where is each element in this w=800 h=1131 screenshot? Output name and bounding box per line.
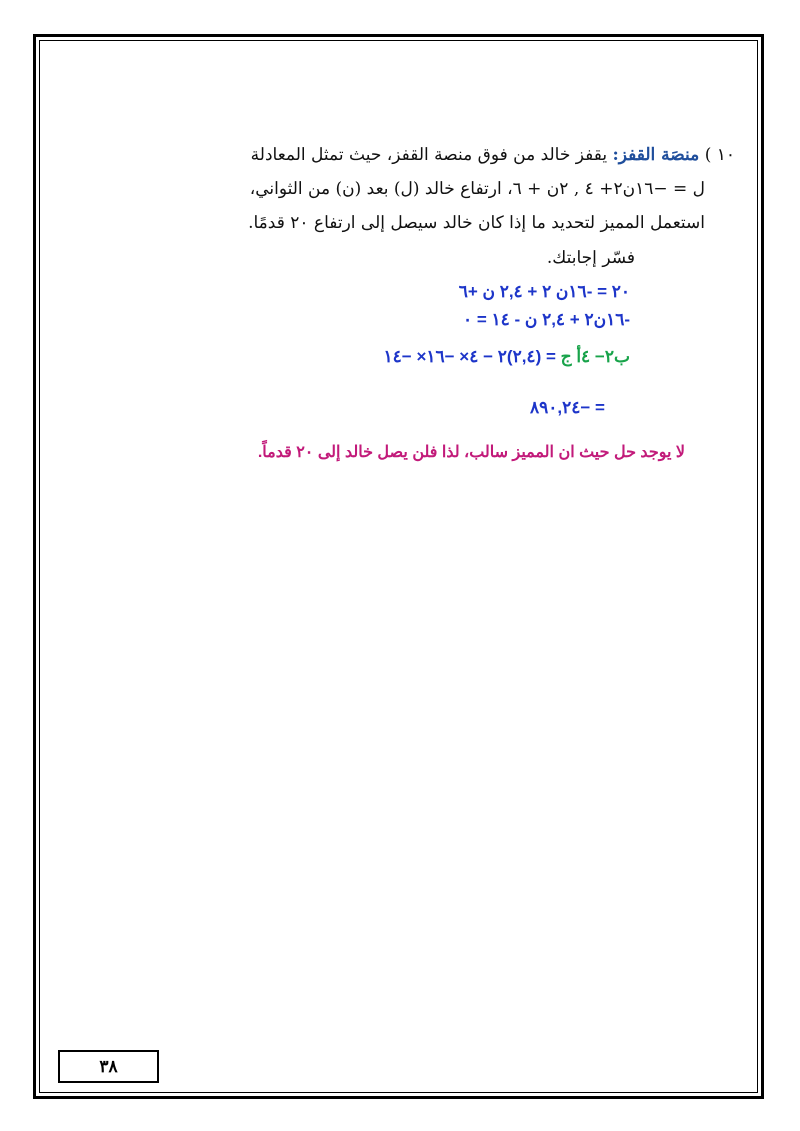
problem-line-1 (251, 145, 735, 165)
equation-line-2: -١٦ن٢ + ٢,٤ ن - ١٤ = ٠ (462, 310, 630, 329)
equation-line-1: ٢٠ = -١٦ن ٢ + ٢,٤ ن +٦ (458, 282, 630, 301)
discriminant-result: = −٨٩٠,٢٤ (530, 398, 605, 417)
problem-number: ١٠ ) (704, 145, 735, 165)
discriminant-substitution: = (٢,٤)٢ − ٤× −١٦× −١٤ (383, 347, 561, 366)
problem-topic: منصَة القفز: (612, 145, 700, 165)
discriminant-formula: ب٢− ٤أ ج (560, 347, 630, 366)
discriminant-line (384, 347, 630, 367)
page-number-box (58, 1050, 159, 1083)
problem-line-2: ل = −١٦ن٢+ ٤ , ٢ن + ٦، ارتفاع خالد (ل) بعد (ن) من الثواني، (249, 179, 705, 199)
problem-text-1: يقفز خالد من فوق منصة القفز، حيث تمثل المعادلة (250, 145, 608, 165)
problem-line-4: فسّر إجابتك. (546, 248, 635, 268)
problem-line-3: استعمل المميز لتحديد ما إذا كان خالد سيصل إلى ارتفاع ٢٠ قدمًا. (248, 213, 705, 233)
page-number: ٣٨ (99, 1057, 118, 1076)
conclusion-text: لا يوجد حل حيث ان المميز سالب، لذا فلن يصل خالد إلى ٢٠ قدماً. (257, 444, 685, 461)
